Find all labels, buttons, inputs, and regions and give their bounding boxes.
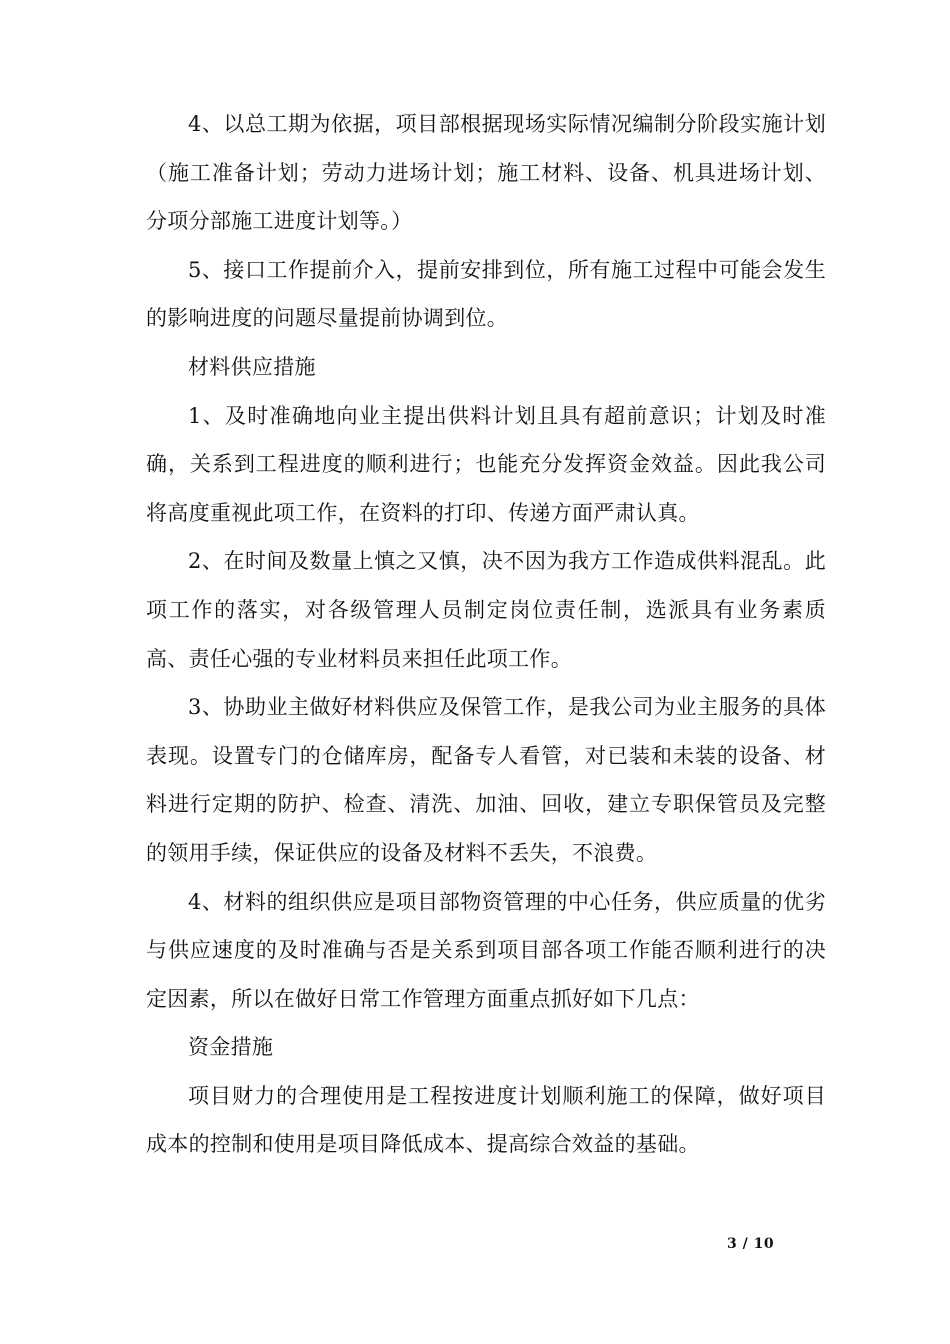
paragraph-funding-usage: 项目财力的合理使用是工程按进度计划顺利施工的保障，做好项目成本的控制和使用是项目降低成本、提高综合效益的基础。 [146, 1083, 826, 1157]
paragraph-interface-work: 5、接口工作提前介入，提前安排到位，所有施工过程中可能会发生的影响进度的问题尽量提前协调到位。 [146, 257, 826, 331]
section-heading-funding: 资金措施 [188, 1035, 274, 1060]
document-body [146, 100, 826, 1169]
section-heading-material-supply: 材料供应措施 [188, 354, 316, 379]
paragraph-supply-plan: 1、及时准确地向业主提出供料计划且具有超前意识；计划及时准确，关系到工程进度的顺利进行；也能充分发挥资金效益。因此我公司将高度重视此项工作，在资料的打印、传递方面严肃认真。 [146, 403, 826, 525]
page-number: 3 / 10 [727, 1236, 775, 1252]
paragraph-schedule-plan: 4、以总工期为依据，项目部根据现场实际情况编制分阶段实施计划（施工准备计划；劳动力进场计划；施工材料、设备、机具进场计划、分项分部施工进度计划等。） [146, 112, 826, 234]
paragraph-supply-organization: 4、材料的组织供应是项目部物资管理的中心任务，供应质量的优劣与供应速度的及时准确与否是关系到项目部各项工作能否顺利进行的决定因素，所以在做好日常工作管理方面重点抓好如下几点： [146, 889, 826, 1011]
paragraph-time-quantity: 2、在时间及数量上慎之又慎，决不因为我方工作造成供料混乱。此项工作的落实，对各级管理人员制定岗位责任制，选派具有业务素质高、责任心强的专业材料员来担任此项工作。 [146, 549, 826, 671]
paragraph-storage-management: 3、协助业主做好材料供应及保管工作，是我公司为业主服务的具体表现。设置专门的仓储库房，配备专人看管，对已装和未装的设备、材料进行定期的防护、检查、清洗、加油、回收，建立专职保管员及完整的领用手续，保证供应的设备及材料不丢失，不浪费。 [146, 695, 826, 865]
